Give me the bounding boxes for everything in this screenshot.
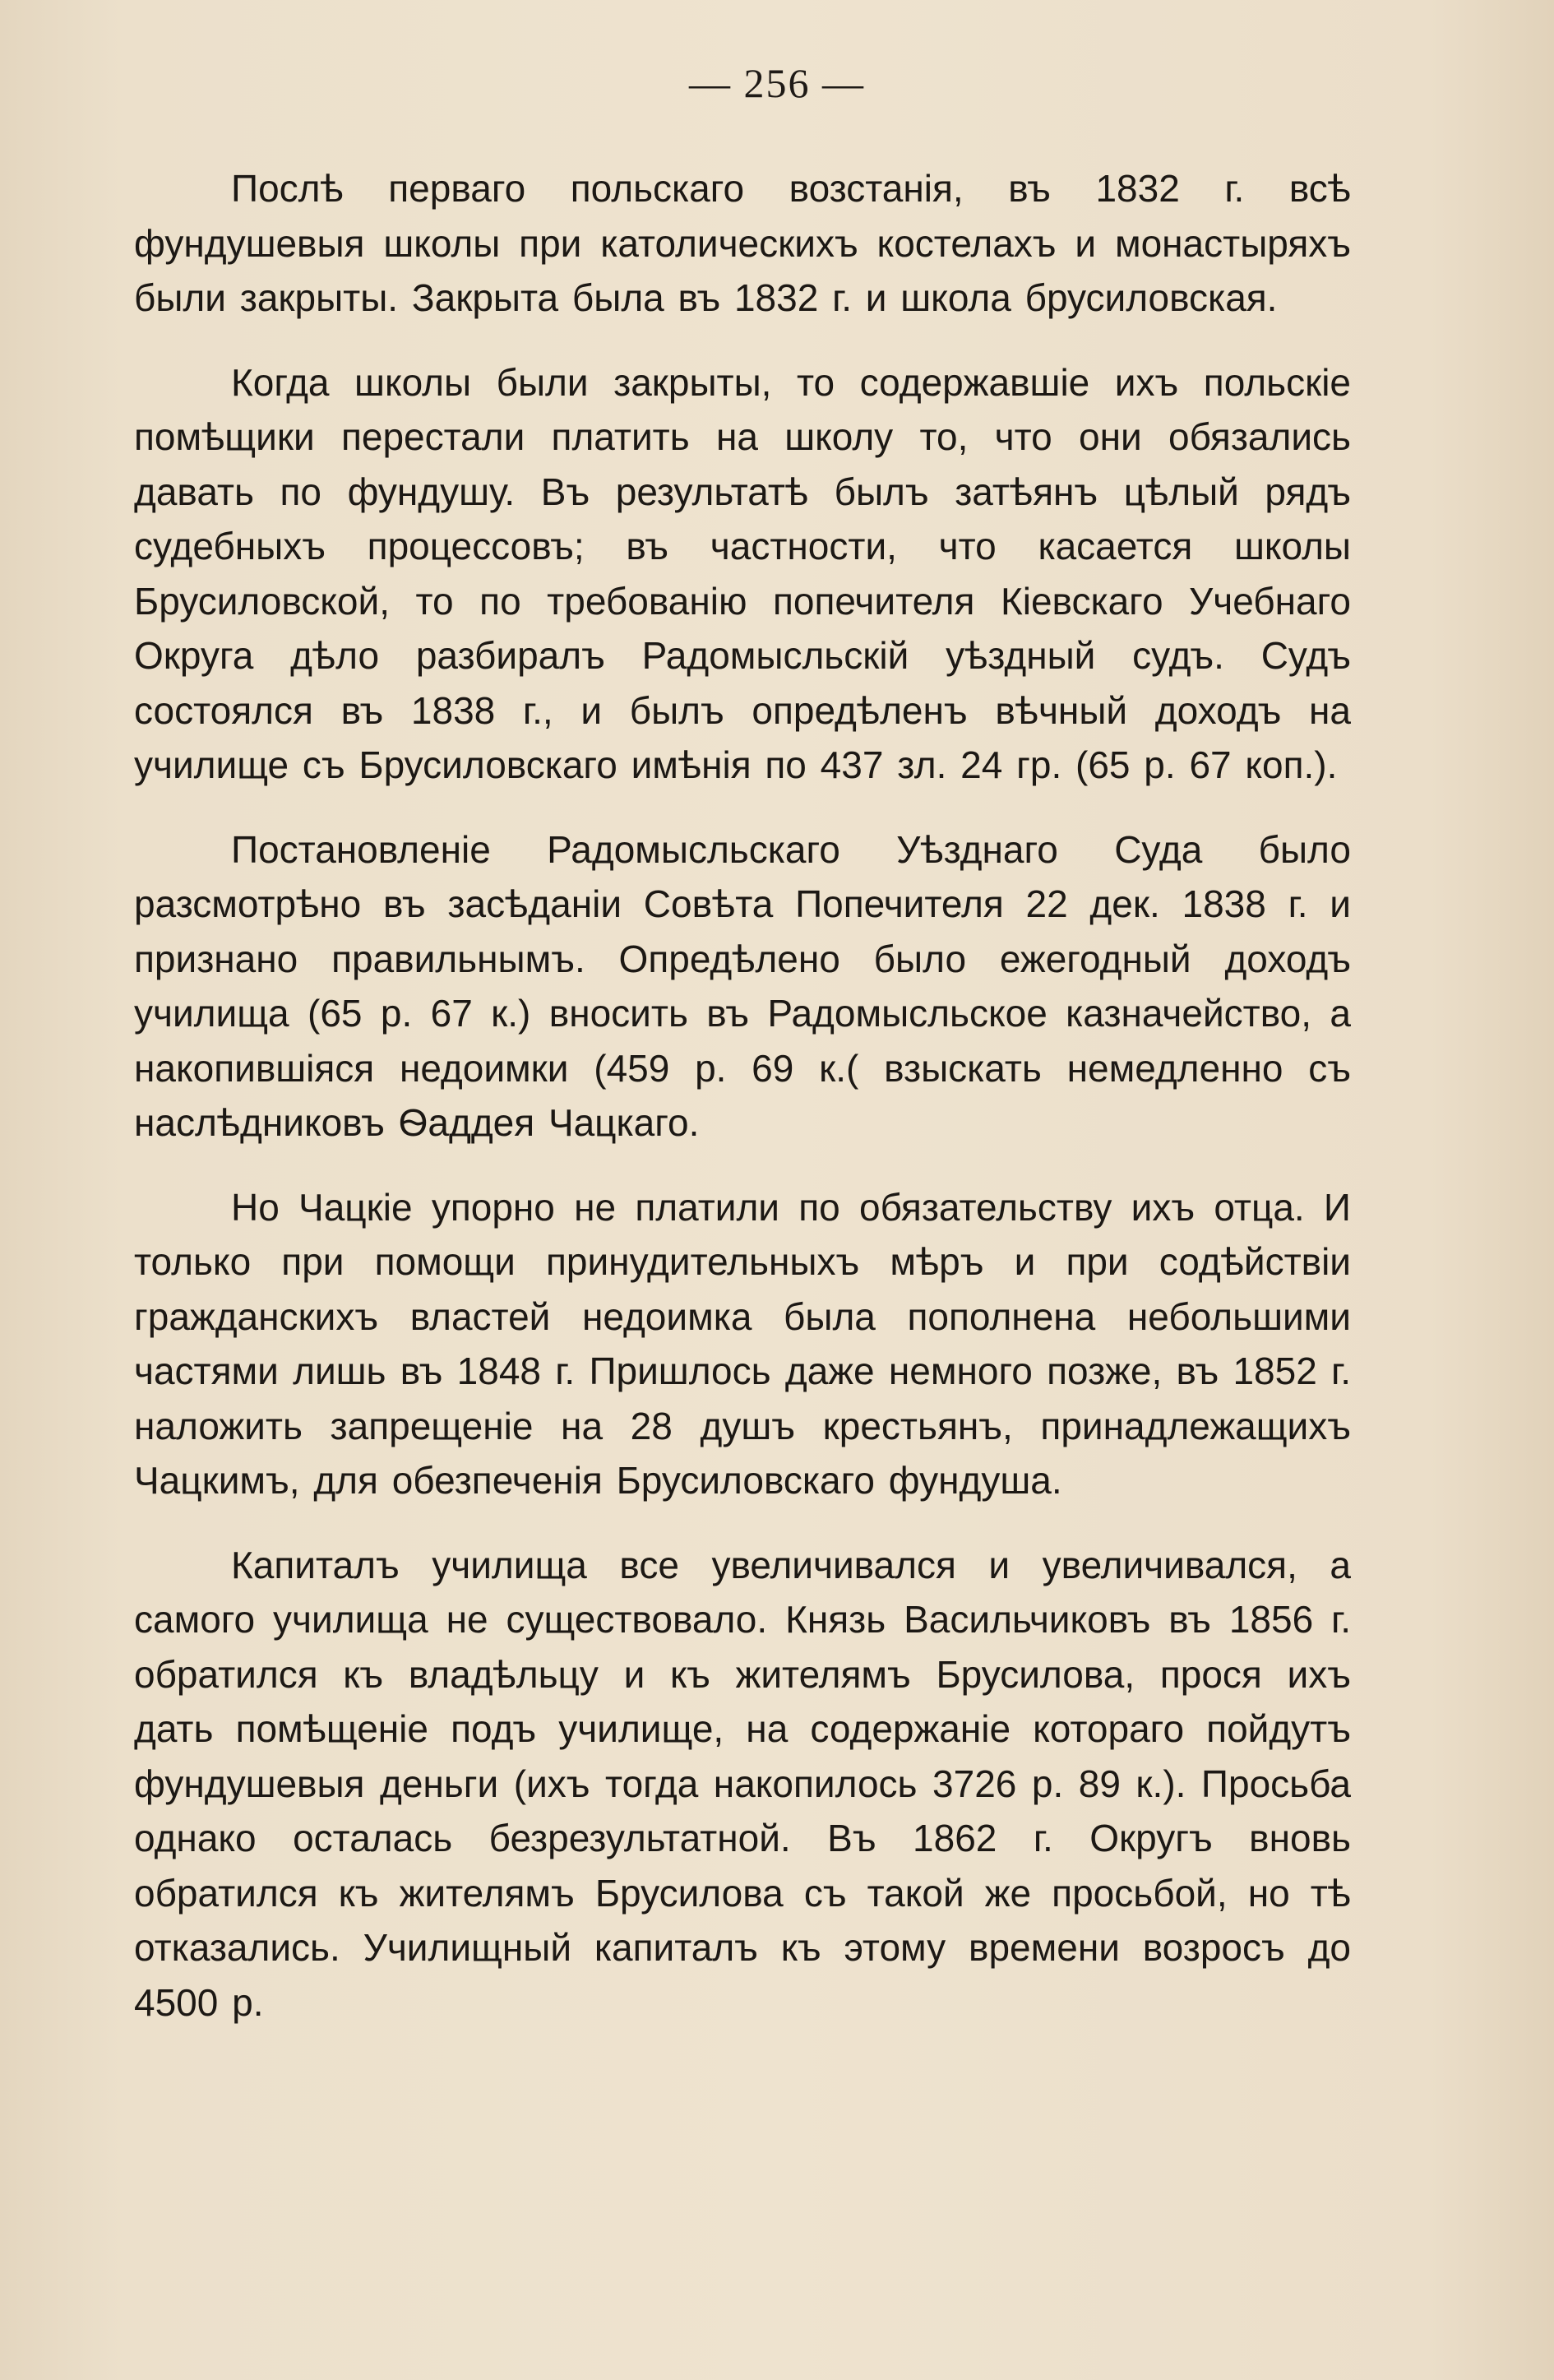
paragraph-1: Послѣ перваго польскаго возстанія, въ 1832 г. всѣ фундушевыя школы при католическихъ костелахъ и монастыряхъ были закрыты. Закрыта была въ 1832 г. и школа брусиловская. xyxy=(134,167,1351,319)
paragraph-3: Постановленіе Радомысльскаго Уѣзднаго Суда было разсмотрѣно въ засѣданіи Совѣта Попечителя 22 дек. 1838 г. и признано правильнымъ. Опредѣлено было ежегодный доходъ училища (65 р. 67 к.) вносить въ Радомысльское казначейство, а накопившіяся недоимки (459 р. 69 к.( взыскать немедленно съ наслѣдниковъ Ѳаддея Чацкаго. xyxy=(134,827,1351,1144)
body-text xyxy=(134,161,1351,2030)
page-number: — 256 — xyxy=(689,60,865,106)
paragraph-5: Капиталъ училища все увеличивался и увеличивался, а самого училища не существовало. Князь Васильчиковъ въ 1856 г. обратился къ владѣльцу и къ жителямъ Брусилова, прося ихъ дать помѣщеніе подъ училище, на содержаніе котораго пойдутъ фундушевыя деньги (ихъ тогда накопилось 3726 р. 89 к.). Просьба однако осталась безрезультатной. Въ 1862 г. Округъ вновь обратился къ жителямъ Брусилова съ такой же просьбой, но тѣ отказались. Училищный капиталъ къ этому времени возросъ до 4500 р. xyxy=(134,1543,1351,2024)
paragraph-4: Но Чацкіе упорно не платили по обязательству ихъ отца. И только при помощи принудительныхъ мѣръ и при содѣйствіи гражданскихъ властей недоимка была пополнена небольшими частями лишь въ 1848 г. Пришлось даже немного позже, въ 1852 г. наложить запрещеніе на 28 душъ крестьянъ, принадлежащихъ Чацкимъ, для обезпеченія Брусиловскаго фундуша. xyxy=(134,1185,1351,1502)
paragraph-2: Когда школы были закрыты, то содержавшіе ихъ польскіе помѣщики перестали платить на школу то, что они обязались давать по фундушу. Въ результатѣ былъ затѣянъ цѣлый рядъ судебныхъ процессовъ; въ частности, что касается школы Брусиловской, то по требованію попечителя Кіевскаго Учебнаго Округа дѣло разбиралъ Радомысльскій уѣздный судъ. Судъ состоялся въ 1838 г., и былъ опредѣленъ вѣчный доходъ на училище съ Брусиловскаго имѣнія по 437 зл. 24 гр. (65 р. 67 коп.). xyxy=(134,360,1351,786)
